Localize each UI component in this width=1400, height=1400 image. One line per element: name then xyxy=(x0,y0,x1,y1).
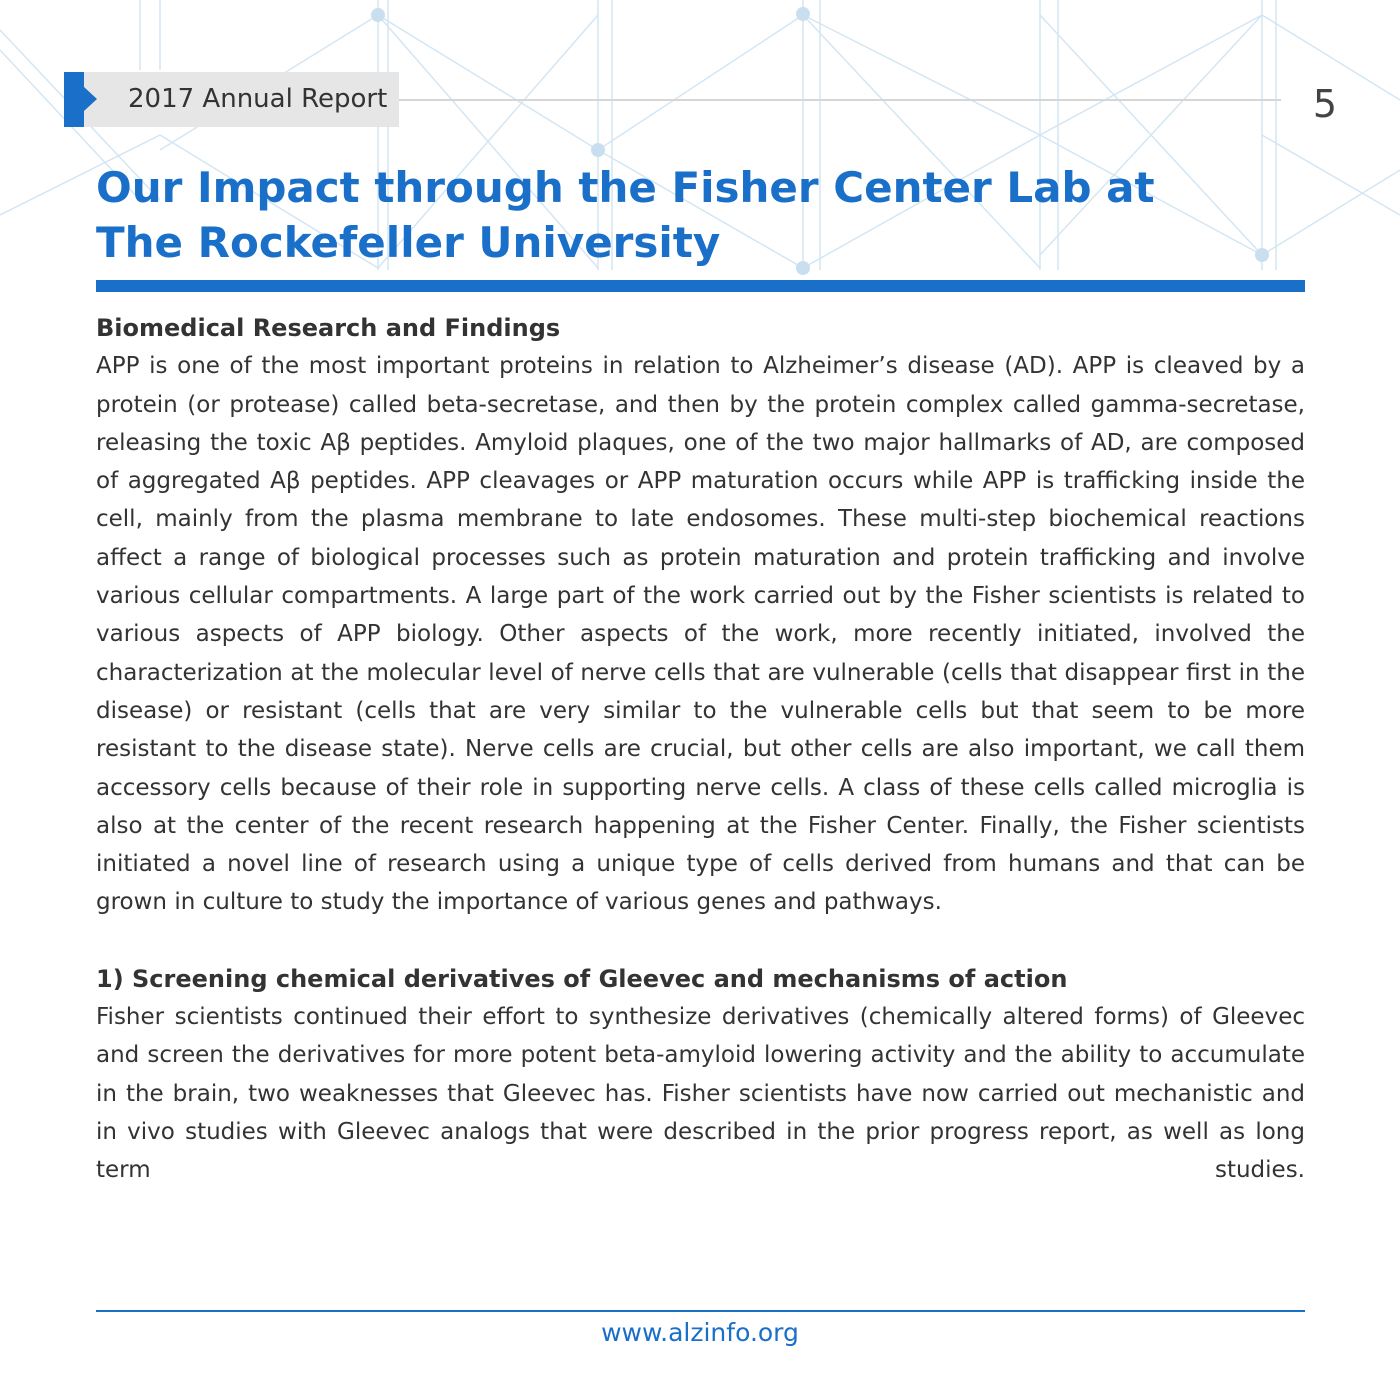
article-body xyxy=(96,309,1305,1190)
page-title-line-1: Our Impact through the Fisher Center Lab at xyxy=(96,163,1155,212)
section-heading-gleevec-screening: 1) Screening chemical derivatives of Gleevec and mechanisms of action xyxy=(96,964,1068,993)
report-label: 2017 Annual Report xyxy=(128,84,388,114)
page-number: 5 xyxy=(1312,82,1338,126)
section-paragraph-biomedical-research: APP is one of the most important proteins in relation to Alzheimer’s disease (AD). APP is cleaved by a protein (or protease) called beta-secretase, and then by the protein complex called gamma-secretase, releasing the toxic Aβ peptides. Amyloid plaques, one of the two major hallmarks of AD, are composed of aggregated Aβ peptides. APP cleavages or APP maturation occurs while APP is trafficking inside the cell, mainly from the plasma membrane to late endosomes. These multi-step biochemical reactions affect a range of biological processes such as protein maturation and protein trafficking and involve various cellular compartments. A large part of the work carried out by the Fisher scientists is related to various aspects of APP biology. Other aspects of the work, more recently initiated, involved the characterization at the molecular level of nerve cells that are vulnerable (cells that disappear first in the disease) or resistant (cells that are very similar to the vulnerable cells but that seem to be more resistant to the disease state). Nerve cells are crucial, but other cells are also important, we call them accessory cells because of their role in supporting nerve cells. A class of these cells called microglia is also at the center of the recent research happening at the Fisher Center. Finally, the Fisher scientists initiated a novel line of research using a unique type of cells derived from humans and that can be grown in culture to study the importance of various genes and pathways. xyxy=(96,353,1305,916)
report-label-accent-bar xyxy=(64,72,84,127)
footer-website-link[interactable]: www.alzinfo.org xyxy=(601,1318,799,1347)
footer-divider xyxy=(96,1310,1305,1312)
title-underline xyxy=(96,280,1305,292)
page-title-line-2: The Rockefeller University xyxy=(96,218,721,267)
page-title xyxy=(96,160,1246,270)
section-heading-biomedical-research: Biomedical Research and Findings xyxy=(96,314,561,342)
section-paragraph-gleevec-screening: Fisher scientists continued their effort to synthesize derivatives (chemically altered forms) of Gleevec and screen the derivatives for more potent beta-amyloid lowering activity and the ability to accumulate in the brain, two weaknesses that Gleevec has. Fisher scientists have now carried out mechanistic and in vivo studies with Gleevec analogs that were described in the prior progress report, as well as long term studies. xyxy=(96,1004,1305,1184)
play-arrow-icon xyxy=(84,87,97,111)
header-divider xyxy=(399,99,1281,101)
